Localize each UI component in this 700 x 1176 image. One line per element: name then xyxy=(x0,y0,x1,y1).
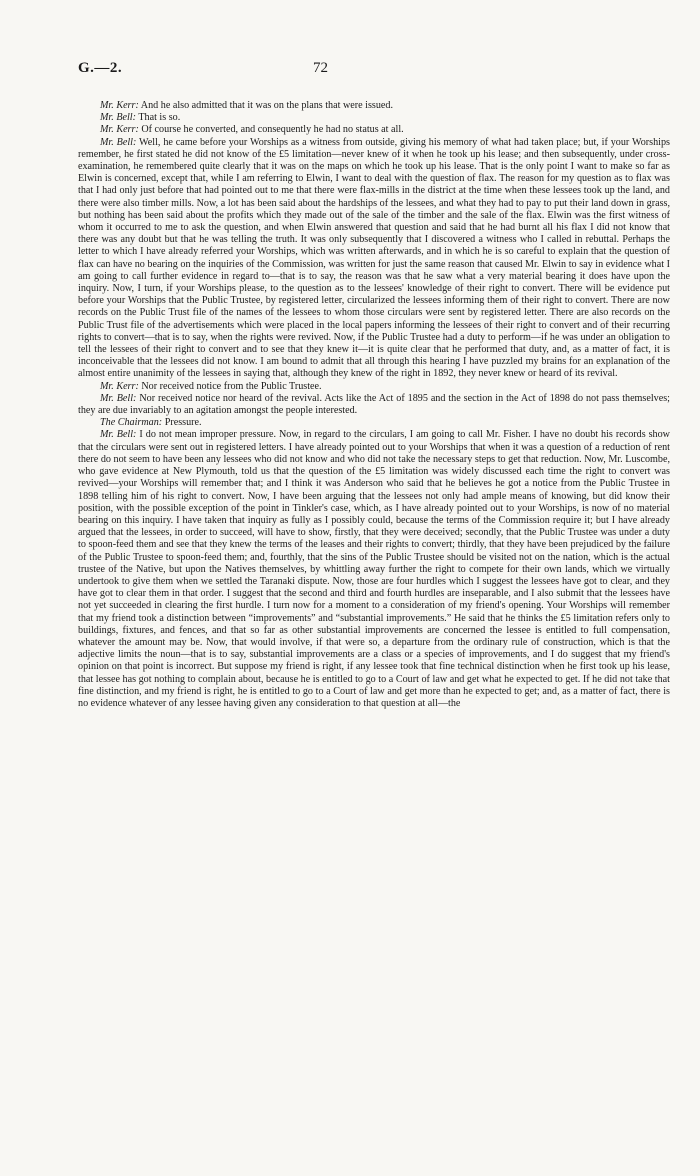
paragraph-text: Well, he came before your Worships as a witness from outside, giving his memory of what had taken place; but, if your Worships remember, he first stated he did not know of the £5 limitation—never knew of it when he took up his lease; and then subsequently, under cross-examination, he remembered quite clearly that it was on the maps on which he took up his lease. That is the only point I want to make so far as Elwin is concerned, except that, while I am referring to Elwin, I want to deal with the question of flax. The reason for my question as to flax was that I had only just before that had pointed out to me that there were flax-mills in the district at the time when these lessees took up the land, and there were also timber mills. Now, a lot has been said about the hardships of the lessees, and what they had to pay to put their land down in grass, but nothing has been said about the profits which they made out of the sale of the timber and the sale of the flax. Elwin was the first witness of whom it occurred to me to ask the question, and when Elwin answered that question and said that he had burnt all his flax I did not know that there was any doubt but that he was telling the truth. It was only subsequently that I discovered a witness who I called in rebuttal. Perhaps the letter to which I have already referred your Worships, which was written afterwards, and in which he is so careful to explain that the question of flax can have no bearing on the inquiries of the Commission, was written for just the same reason that caused Mr. Elwin to say in evidence what I am going to call further evidence in regard to—that is to say, the reason was that he saw what a very material bearing it does have upon the inquiry. Now, I turn, if your Worships please, to the question as to the lessees' knowledge of their right to convert. There will be evidence put before your Worships that the Public Trustee, by registered letter, circularized the lessees informing them of their right to convert. There are now records on the Public Trust file of the names of the lessees to whom those circulars were sent by registered letter. There are also records on the Public Trust file of the advertisements which were placed in the local papers informing the lessees of their right to convert and of their recurring rights to convert—that is to say, when the rights were revived. Now, if the Public Trustee had a duty to perform—if he was under an obligation to tell the lessees of their right to convert and to see that they knew it—it is quite clear that he performed that duty, and, as a matter of fact, it is inconceivable that the lessees did not know. I am bound to admit that all through this hearing I have puzzled my brains for an explanation of the almost entire unanimity of the lessees in saying that, although they knew of the right in 1892, they never knew or heard of its revival. xyxy=(78,136,670,380)
speaker-name: Mr. Bell: xyxy=(100,136,137,148)
paragraph xyxy=(78,393,670,417)
speaker-name: Mr. Kerr: xyxy=(100,124,139,136)
speaker-name: Mr. Bell: xyxy=(100,112,136,124)
speaker-name: Mr. Bell: xyxy=(100,429,137,441)
paragraph-text: And he also admitted that it was on the plans that were issued. xyxy=(138,100,394,111)
paragraph xyxy=(78,124,670,136)
document-code: G.—2. xyxy=(78,60,123,76)
paragraph xyxy=(78,137,670,381)
transcript-body xyxy=(78,100,670,710)
paragraph-text: Pressure. xyxy=(162,417,202,429)
paragraph-text: That is so. xyxy=(136,112,181,124)
paragraph xyxy=(78,112,670,124)
paragraph xyxy=(78,417,670,429)
speaker-name: Mr. Kerr: xyxy=(100,380,139,392)
speaker-name: The Chairman: xyxy=(100,417,163,429)
page-number: 72 xyxy=(313,60,328,76)
page-header xyxy=(78,60,670,82)
paragraph xyxy=(78,381,670,393)
speaker-name: Mr. Kerr: xyxy=(100,100,139,111)
paragraph-text: I do not mean improper pressure. Now, in regard to the circulars, I am going to call Mr. Fisher. I have no doubt his records show that the circulars were sent out in registered letters. I have already pointed out to your Worships that when it was a question of a reduction of rent there do not seem to have been any lessees who did not know and who did not take the necessary steps to get that reduction. Now, Mr. Luscombe, who gave evidence at New Plymouth, told us that the question of the £5 limitation was widely discussed each time the right to convert was revived—your Worships will remember that; and I think it was Anderson who said that he believes he got a notice from the Public Trustee in 1898 telling him of his right to convert. Now, I have been arguing that the lessees not only had ample means of knowing, but did know their position, with the possible exception of the point in Tinkler's case, which, as I have already pointed out to your Worships, is now of no material bearing on this inquiry. I have taken that inquiry as fully as I possibly could, because the terms of the Commission require it; but I have already argued that the lessees, in order to succeed, will have to show, firstly, that they were deceived; secondly, that the Public Trustee was under a duty to spoon-feed them and see that they knew the terms of the leases and their rights to convert; thirdly, that they have been prejudiced by the failure of the Public Trustee to spoon-feed them; and, fourthly, that the sins of the Public Trustee should be visited not on the nation, which is the actual trustee of the Native, but upon the Natives themselves, by whittling away further the right to compete for their own lands, which we virtually undertook to give them when we settled the Taranaki dispute. Now, those are four hurdles which I suggest the lessees have got to clear, and they have got to clear them in that order. I suggest that the second and third and fourth hurdles are inseparable, and I also submit that the lessees have not yet succeeded in clearing the first hurdle. I turn now for a moment to a consideration of my friend's opening. Your Worships will remember that my friend took a distinction between “improvements” and “substantial improvements.” He said that he thinks the £5 limitation refers only to buildings, fixtures, and fences, and that so far as other substantial improvements are concerned the lessee is entitled to full compensation, whatever the amount may be. Now, that would involve, if that were so, a departure from the ordinary rule of construction, which is that the adjective limits the noun—that is to say, substantial improvements are a class or a species of improvements, and I do suggest that my friend's opinion on that point is incorrect. But suppose my friend is right, if any lessee took that fine technical distinction when he first took up his lease, that lessee has got nothing to complain about, because he is entitled to go to a Court of law and get what he expected to get. If he did not take that fine distinction, and my friend is right, he is entitled to go to a Court of law and get more than he expected to get; and, as a matter of fact, there is no evidence whatever of any lessee having given any consideration to that question at all—the xyxy=(78,429,670,709)
paragraph xyxy=(78,429,670,710)
paragraph-text: Nor received notice nor heard of the revival. Acts like the Act of 1895 and the section in the Act of 1898 do not pass themselves; they are due invariably to an agitation amongst the people interested. xyxy=(78,392,670,417)
paragraph-text: Of course he converted, and consequently he had no status at all. xyxy=(138,124,404,136)
speaker-name: Mr. Bell: xyxy=(100,392,137,404)
paragraph xyxy=(78,100,670,112)
paragraph-text: Nor received notice from the Public Trustee. xyxy=(138,380,322,392)
